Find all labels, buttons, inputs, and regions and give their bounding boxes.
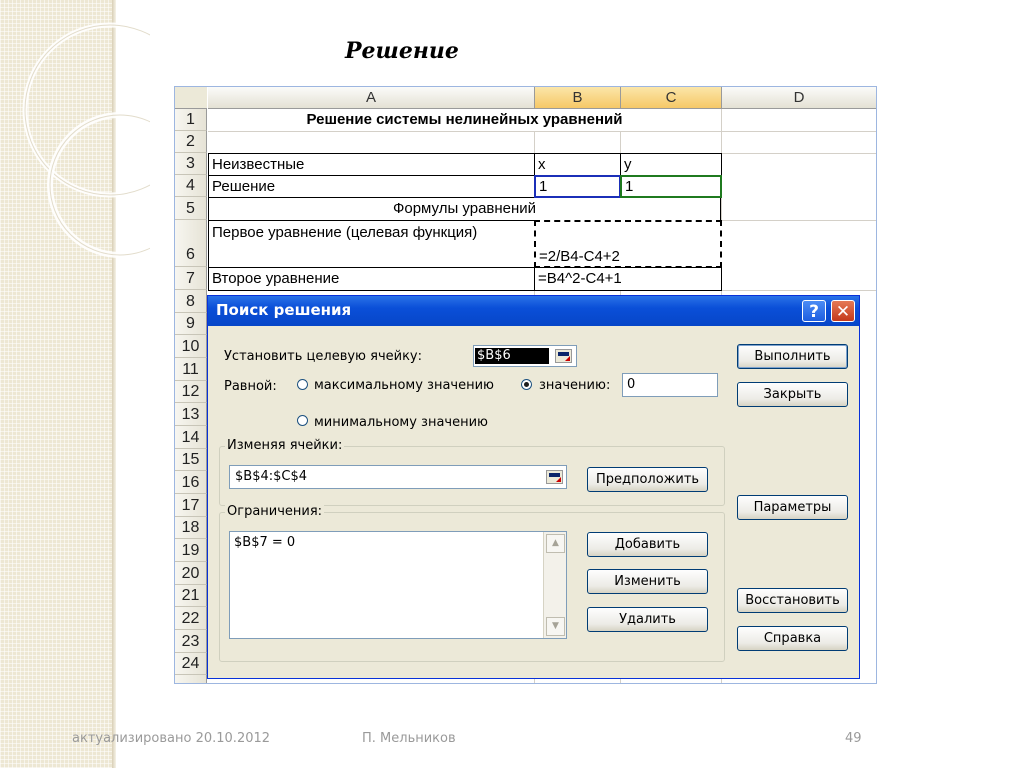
- radio-value-label[interactable]: значению:: [539, 378, 611, 393]
- close-button[interactable]: Закрыть: [737, 382, 848, 407]
- footer-date: актуализировано 20.10.2012: [72, 731, 271, 746]
- row-header[interactable]: 7: [175, 267, 207, 290]
- row-header[interactable]: 19: [175, 539, 207, 562]
- cell-c3[interactable]: y: [620, 153, 722, 176]
- value-input[interactable]: 0: [622, 373, 718, 397]
- constraint-item[interactable]: $B$7 = 0: [234, 535, 296, 550]
- slide-title: Решение: [345, 38, 459, 64]
- options-button[interactable]: Параметры: [737, 495, 848, 520]
- target-cell-value: $B$6: [475, 348, 549, 364]
- row-header[interactable]: 5: [175, 197, 207, 220]
- cell-a5[interactable]: Формулы уравнений: [208, 198, 721, 220]
- solve-button[interactable]: Выполнить: [737, 344, 848, 369]
- row-header[interactable]: 17: [175, 494, 207, 517]
- row-header[interactable]: 18: [175, 517, 207, 539]
- cell-a1[interactable]: Решение системы нелинейных уравнений: [208, 109, 721, 131]
- close-icon[interactable]: ✕: [831, 300, 855, 322]
- row-header[interactable]: 23: [175, 630, 207, 653]
- cell-b3[interactable]: x: [534, 153, 621, 176]
- gridline: [208, 131, 876, 132]
- row-header[interactable]: 10: [175, 335, 207, 358]
- row-header[interactable]: 9: [175, 313, 207, 335]
- column-header-c[interactable]: C: [621, 87, 722, 109]
- changing-cells-value: $B$4:$C$4: [235, 469, 308, 484]
- radio-max[interactable]: [297, 379, 308, 390]
- radio-min[interactable]: [297, 415, 308, 426]
- column-header-b[interactable]: B: [535, 87, 621, 109]
- equal-to-label: Равной:: [224, 379, 277, 394]
- cell-a7[interactable]: Второе уравнение: [208, 267, 535, 291]
- row-header[interactable]: 20: [175, 562, 207, 585]
- help-button[interactable]: Справка: [737, 626, 848, 651]
- changing-cells-input[interactable]: [229, 465, 567, 489]
- collapse-dialog-icon[interactable]: [555, 349, 572, 363]
- row-header[interactable]: 4: [175, 175, 207, 197]
- target-cell-label: Установить целевую ячейку:: [224, 349, 422, 364]
- row-header[interactable]: 2: [175, 131, 207, 153]
- row-header[interactable]: 15: [175, 449, 207, 471]
- reset-button[interactable]: Восстановить: [737, 588, 848, 613]
- cell-b6[interactable]: =2/B4-C4+2: [534, 220, 722, 268]
- dialog-titlebar[interactable]: [208, 296, 859, 326]
- cell-b4[interactable]: 1: [534, 175, 621, 198]
- cell-a6[interactable]: Первое уравнение (целевая функция): [208, 220, 535, 268]
- dialog-title: Поиск решения: [216, 301, 352, 319]
- row-header[interactable]: 12: [175, 381, 207, 403]
- help-icon[interactable]: ?: [802, 300, 826, 322]
- row-header-partial: [175, 675, 207, 684]
- page-number: 49: [845, 731, 862, 746]
- select-all-corner[interactable]: [175, 87, 207, 109]
- constraints-label: Ограничения:: [227, 504, 323, 519]
- row-header[interactable]: 21: [175, 585, 207, 607]
- row-header[interactable]: 24: [175, 653, 207, 675]
- target-cell-input[interactable]: [473, 345, 577, 367]
- constraints-scrollbar[interactable]: [543, 532, 566, 638]
- changing-cells-label: Изменяя ячейки:: [227, 438, 343, 453]
- constraints-list[interactable]: [229, 531, 567, 639]
- row-header[interactable]: 16: [175, 471, 207, 494]
- radio-max-label[interactable]: максимальному значению: [314, 378, 495, 393]
- decorative-circles-icon: [0, 0, 150, 260]
- radio-value[interactable]: [521, 379, 532, 390]
- delete-button[interactable]: Удалить: [587, 607, 708, 632]
- scroll-up-icon[interactable]: ▲: [546, 534, 565, 553]
- collapse-dialog-icon[interactable]: [546, 470, 563, 484]
- cell-a4[interactable]: Решение: [208, 175, 535, 198]
- column-header-d[interactable]: D: [722, 87, 876, 109]
- scroll-down-icon[interactable]: ▼: [546, 617, 565, 636]
- row-header[interactable]: 22: [175, 607, 207, 630]
- cell-c4[interactable]: 1: [620, 175, 722, 198]
- change-button[interactable]: Изменить: [587, 569, 708, 594]
- solver-dialog: [207, 295, 860, 679]
- footer-author: П. Мельников: [362, 731, 456, 746]
- add-button[interactable]: Добавить: [587, 532, 708, 557]
- row-header[interactable]: 13: [175, 403, 207, 426]
- row-header[interactable]: 3: [175, 153, 207, 175]
- row-header[interactable]: 1: [175, 109, 207, 131]
- cell-b7[interactable]: =B4^2-C4+1: [534, 267, 722, 291]
- column-header-a[interactable]: A: [208, 87, 535, 109]
- row-header[interactable]: 8: [175, 290, 207, 313]
- guess-button[interactable]: Предположить: [587, 467, 708, 492]
- row-header[interactable]: 14: [175, 426, 207, 449]
- row-header[interactable]: 11: [175, 358, 207, 381]
- cell-a3[interactable]: Неизвестные: [208, 153, 535, 176]
- row-header[interactable]: 6: [175, 220, 207, 267]
- radio-min-label[interactable]: минимальному значению: [314, 415, 488, 430]
